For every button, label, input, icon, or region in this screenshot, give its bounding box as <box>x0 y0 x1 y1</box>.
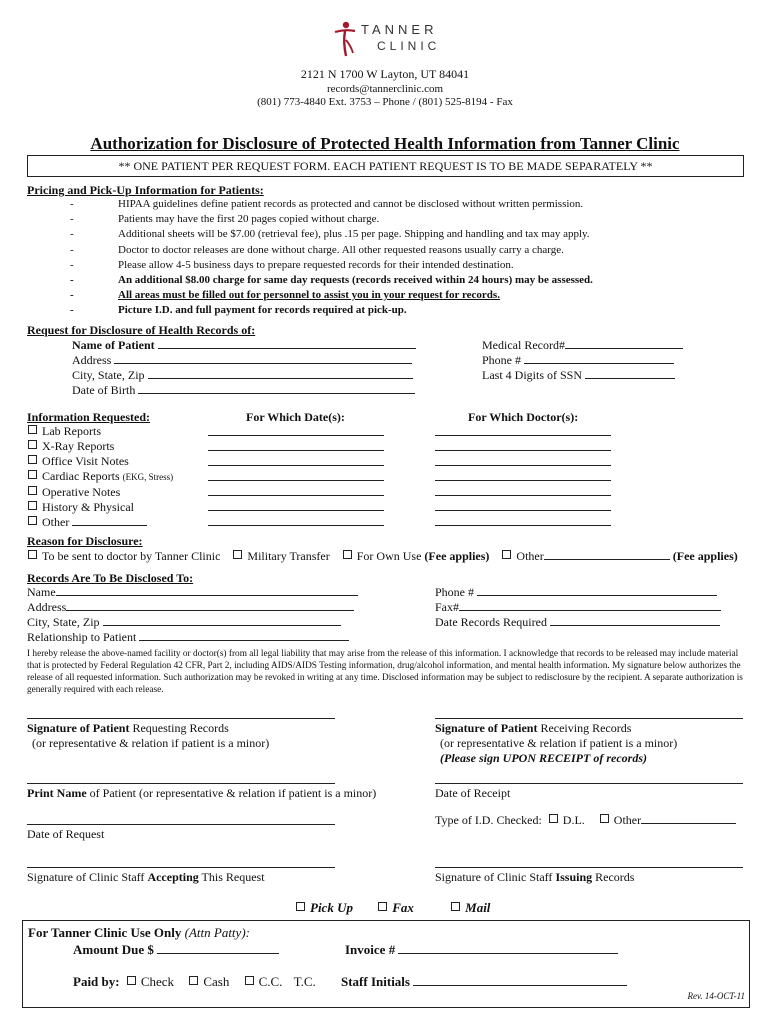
checkbox[interactable] <box>28 440 37 449</box>
id-other-option[interactable]: Other <box>600 813 736 827</box>
logo-word-tanner: TANNER <box>361 22 438 37</box>
pricing-item: - HIPAA guidelines define patient records as protected and cannot be disclosed without written permission. <box>70 198 584 210</box>
dates-heading: For Which Date(s): <box>246 410 345 424</box>
logo-figure-icon <box>333 20 357 58</box>
patient-receive-signature-note2: (Please sign UPON RECEIPT of records) <box>440 751 647 765</box>
delivery-pickup[interactable]: Pick Up <box>296 900 353 915</box>
reason-options <box>28 549 738 564</box>
doctor-lines[interactable] <box>435 424 611 529</box>
print-name-line[interactable] <box>27 783 335 784</box>
pricing-list <box>70 197 593 319</box>
date-request-label: Date of Request <box>27 827 105 841</box>
pricing-item: - Patients may have the first 20 pages copied without charge. <box>70 213 380 226</box>
pricing-item: - All areas must be filled out for personnel to assist you in your request for records. <box>70 289 500 302</box>
checkbox[interactable] <box>28 516 37 525</box>
recipient-city-field[interactable]: City, State, Zip <box>27 615 341 630</box>
patient-receive-signature-line[interactable] <box>435 718 743 719</box>
doctor-heading: For Which Doctor(s): <box>468 410 579 424</box>
checkbox[interactable] <box>28 470 37 479</box>
paid-check[interactable]: Check <box>127 974 174 989</box>
reason-military[interactable]: Military Transfer <box>233 549 329 563</box>
date-request-line[interactable] <box>27 824 335 825</box>
info-item-other[interactable]: Other <box>28 515 173 530</box>
staff-initials-field[interactable]: Staff Initials <box>341 974 627 990</box>
info-item-lab[interactable]: Lab Reports <box>28 424 173 439</box>
date-lines[interactable] <box>208 424 384 529</box>
paid-cc[interactable]: C.C. <box>245 974 283 989</box>
banner-box <box>27 155 744 177</box>
pricing-item: - Picture I.D. and full payment for records required at pick-up. <box>70 304 407 317</box>
request-heading: Request for Disclosure of Health Records of: <box>27 323 256 337</box>
paid-tc[interactable]: T.C. <box>293 974 316 989</box>
info-heading: Information Requested: <box>27 410 150 424</box>
logo-word-clinic: CLINIC <box>377 39 441 53</box>
staff-issue-signature-line[interactable] <box>435 867 743 868</box>
info-item-xray[interactable]: X-Ray Reports <box>28 439 173 454</box>
clinic-email: records@tannerclinic.com <box>326 83 444 95</box>
staff-accept-signature-line[interactable] <box>27 867 335 868</box>
clinic-phone-fax: (801) 773-4840 Ext. 3753 – Phone / (801) 525-8194 - Fax <box>257 96 513 108</box>
office-heading: For Tanner Clinic Use Only (Attn Patty): <box>28 925 250 940</box>
pricing-heading: Pricing and Pick-Up Information for Patients: <box>27 183 264 197</box>
info-item-office[interactable]: Office Visit Notes <box>28 454 173 469</box>
info-item-history[interactable]: History & Physical <box>28 500 173 515</box>
recipient-fax-field[interactable]: Fax# <box>435 600 721 615</box>
reason-heading: Reason for Disclosure: <box>27 534 143 548</box>
medical-record-field[interactable]: Medical Record# <box>482 338 683 353</box>
checkbox[interactable] <box>28 486 37 495</box>
recipient-phone-field[interactable]: Phone # <box>435 585 717 600</box>
delivery-mail[interactable]: Mail <box>451 900 490 915</box>
info-item-operative[interactable]: Operative Notes <box>28 485 173 500</box>
office-use-box <box>22 920 750 1008</box>
paid-by-row: Paid by: Check Cash C.C. T.C. <box>73 974 316 989</box>
form-title: Authorization for Disclosure of Protected Health Information from Tanner Clinic <box>90 134 680 153</box>
reason-other[interactable]: Other (Fee applies) <box>502 549 737 563</box>
patient-address-field[interactable]: Address <box>72 353 412 368</box>
release-text: I hereby release the above-named facility or doctor(s) from all legal liability that may arise from the release of this information. I acknowledge that records to be released may include material that is protected by Federal Regulation 42 CFR, Part 2, including AIDS/AIDS Testing information, drug/alcohol information, and mental health information. My signature below authorizes the release of all requested information. Such authorization may be revoked in writing at any time. Disclosed information may be subject to redisclosure by the recipient. A separate authorization is generally required with each release. <box>27 649 743 695</box>
checkbox[interactable] <box>28 501 37 510</box>
checkbox[interactable] <box>28 455 37 464</box>
patient-receive-signature-note: (or representative & relation if patient is a minor) <box>440 736 678 750</box>
delivery-fax[interactable]: Fax <box>378 900 414 915</box>
pricing-item: - Additional sheets will be $7.00 (retrieval fee), plus .15 per page. Shipping and handling and tax may apply. <box>70 228 590 241</box>
print-name-label: Print Name of Patient (or representative & relation if patient is a minor) <box>27 786 377 800</box>
info-items <box>28 424 173 530</box>
revision-label: Rev. 14-OCT-11 <box>687 991 745 1001</box>
patient-dob-field[interactable]: Date of Birth <box>72 383 415 398</box>
patient-request-signature-note: (or representative & relation if patient is a minor) <box>32 736 270 750</box>
staff-issue-label: Signature of Clinic Staff Issuing Records <box>435 870 635 884</box>
clinic-logo <box>333 20 443 60</box>
recipient-relationship-field[interactable]: Relationship to Patient <box>27 630 349 645</box>
id-checked-field: Type of I.D. Checked: D.L. Other <box>435 813 736 828</box>
banner-text: ** ONE PATIENT PER REQUEST FORM. EACH PATIENT REQUEST IS TO BE MADE SEPARATELY ** <box>118 159 653 173</box>
patient-request-signature-line[interactable] <box>27 718 335 719</box>
disclosed-heading: Records Are To Be Disclosed To: <box>27 571 194 585</box>
invoice-field[interactable]: Invoice # <box>345 942 618 958</box>
checkbox[interactable] <box>28 425 37 434</box>
date-receipt-line[interactable] <box>435 783 743 784</box>
date-receipt-label: Date of Receipt <box>435 786 511 800</box>
clinic-address: 2121 N 1700 W Layton, UT 84041 <box>300 67 470 81</box>
patient-phone-field[interactable]: Phone # <box>482 353 674 368</box>
id-dl-option[interactable]: D.L. <box>549 813 585 827</box>
reason-doctor[interactable]: To be sent to doctor by Tanner Clinic <box>28 549 220 563</box>
staff-accept-label: Signature of Clinic Staff Accepting This Request <box>27 870 265 884</box>
paid-cash[interactable]: Cash <box>189 974 229 989</box>
patient-name-field[interactable]: Name of Patient <box>72 338 416 353</box>
recipient-address-field[interactable]: Address <box>27 600 354 615</box>
pricing-item: - An additional $8.00 charge for same day requests (records received within 24 hours) may be assessed. <box>70 274 593 287</box>
date-required-field[interactable]: Date Records Required <box>435 615 720 630</box>
recipient-name-field[interactable]: Name <box>27 585 358 600</box>
patient-request-signature-label: Signature of Patient Requesting Records <box>27 721 229 735</box>
patient-city-field[interactable]: City, State, Zip <box>72 368 413 383</box>
delivery-options <box>296 900 490 916</box>
info-item-cardiac[interactable]: Cardiac Reports (EKG, Stress) <box>28 469 173 485</box>
amount-due-field[interactable]: Amount Due $ <box>73 942 279 958</box>
ssn-field[interactable]: Last 4 Digits of SSN <box>482 368 675 383</box>
pricing-item: - Please allow 4-5 business days to prepare requested records for their intended destination. <box>70 258 514 271</box>
pricing-item: - Doctor to doctor releases are done without charge. All other requested reasons usually carry a charge. <box>70 243 564 256</box>
patient-receive-signature-label: Signature of Patient Receiving Records <box>435 721 632 735</box>
reason-own-use[interactable]: For Own Use (Fee applies) <box>343 549 490 563</box>
